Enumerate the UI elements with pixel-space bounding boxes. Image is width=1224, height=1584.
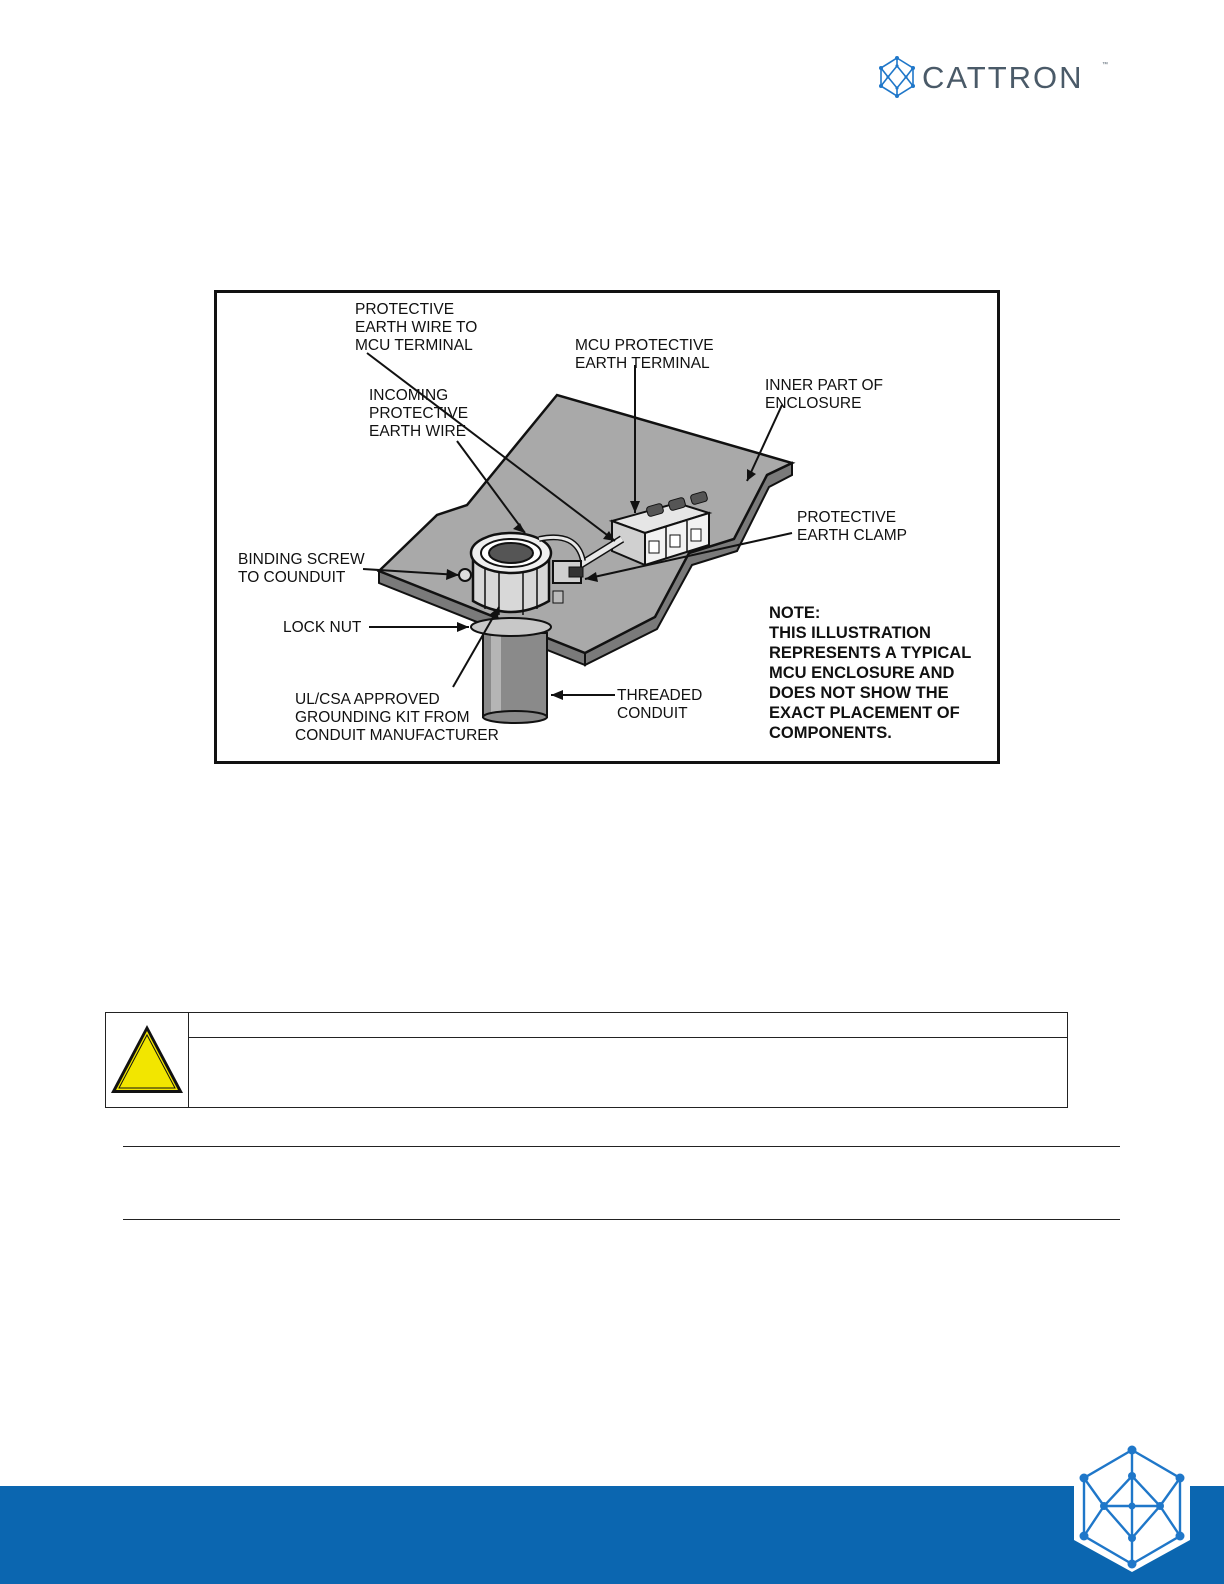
callout-lock-nut: LOCK NUT xyxy=(283,619,362,636)
section-rule-bottom xyxy=(123,1219,1120,1220)
figure-note: NOTE: THIS ILLUSTRATION REPRESENTS A TYPICAL MCU ENCLOSURE AND DOES NOT SHOW THE EXACT PLACEMENT OF COMPONENTS. xyxy=(769,604,972,742)
cattron-network-logo-icon xyxy=(876,56,918,98)
cattron-logo xyxy=(876,56,1116,100)
grounding-illustration xyxy=(214,290,1000,764)
callout-pe-clamp: PROTECTIVE EARTH CLAMP xyxy=(797,509,907,544)
callout-incoming-pe-wire: INCOMING PROTECTIVE EARTH WIRE xyxy=(369,387,469,440)
warning-box xyxy=(105,1012,1068,1108)
brand-name: CATTRON xyxy=(922,60,1084,95)
callout-mcu-pe-terminal: MCU PROTECTIVE EARTH TERMINAL xyxy=(575,337,714,372)
callout-binding-screw: BINDING SCREW TO COUNDUIT xyxy=(238,551,365,586)
callout-inner-enclosure: INNER PART OF ENCLOSURE xyxy=(765,377,883,412)
callout-threaded-conduit: THREADED CONDUIT xyxy=(617,687,703,722)
warning-icon-cell xyxy=(106,1013,189,1107)
brand-trademark: ™ xyxy=(1102,62,1108,68)
warning-header xyxy=(188,1013,1067,1038)
section-rule-top xyxy=(123,1146,1120,1147)
callout-grounding-kit: UL/CSA APPROVED GROUNDING KIT FROM CONDUIT MANUFACTURER xyxy=(295,691,499,744)
warning-triangle-icon xyxy=(106,1013,188,1107)
warning-body xyxy=(188,1038,1067,1107)
callout-pe-wire-to-mcu: PROTECTIVE EARTH WIRE TO MCU TERMINAL xyxy=(355,301,478,354)
cattron-network-footer-icon xyxy=(1040,1440,1224,1584)
